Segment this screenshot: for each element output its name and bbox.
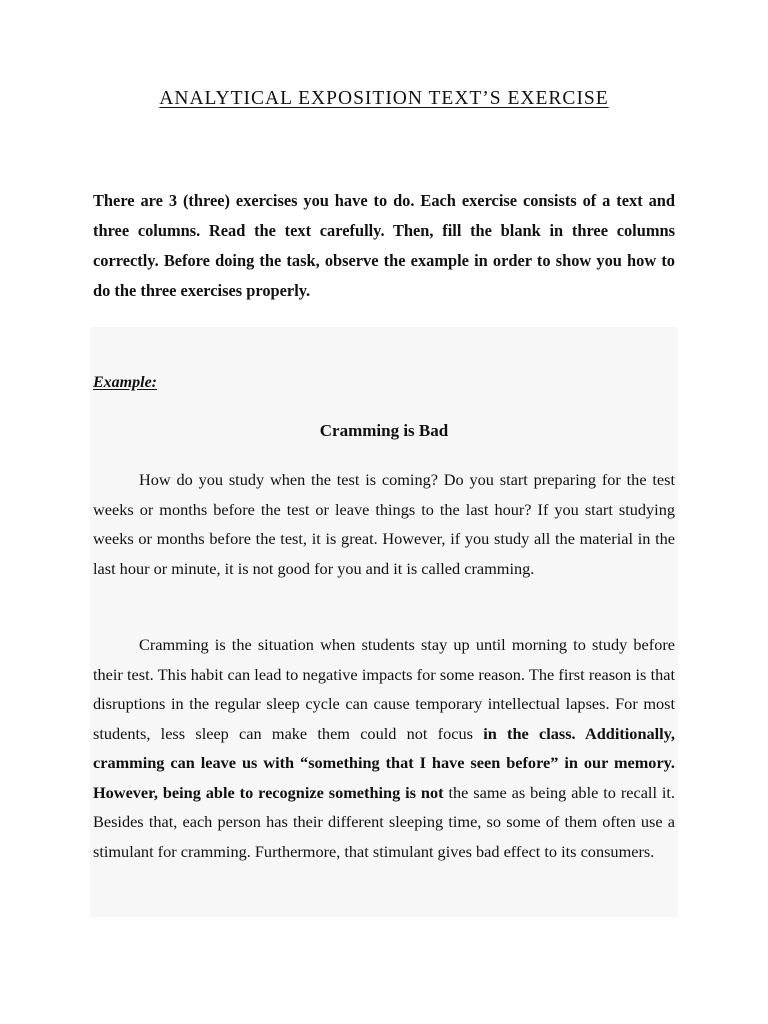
essay-paragraph-1: How do you study when the test is coming? Do you start preparing for the test weeks or months before the test or leave things to the last hour? If you start studying weeks or months before the test, it is great. However, if you study all the material in the last hour or minute, it is not good for you and it is called cramming. [93,470,675,578]
example-label: Example: [93,374,157,391]
paragraph-2-text-end: the same as being able to recall it. Besides that, each person has their different sleeping time, so some of them often use a stimulant for cramming. Furthermore, that stimulant gives bad effect to its consumers. [93,782,676,861]
instructions-paragraph: There are 3 (three) exercises you have to do. Each exercise consists of a text and three columns. Read the text carefully. Then, fill the blank in three columns correctly. Before doing the task, observe the example in order to show you how to do the three exercises properly. [93,191,675,300]
paragraph-2-text-start: Cramming is the situation when students stay up until morning to study before their test. This habit can lead to negative impacts for some reason. The first reason is that disruptions in the regular sleep cycle can cause temporary intellectual lapses. For most students, less sleep can make them could not focus [93,635,675,743]
document-title: ANALYTICAL EXPOSITION TEXT’S EXERCISE [159,88,609,109]
essay-title: Cramming is Bad [319,421,449,440]
paragraph-2-bold-text: in the class. Additionally, cramming can leave us with “something that I have seen before” in our memory. However, being able to recognize something is not [93,723,675,802]
essay-paragraph-2 [93,630,675,866]
